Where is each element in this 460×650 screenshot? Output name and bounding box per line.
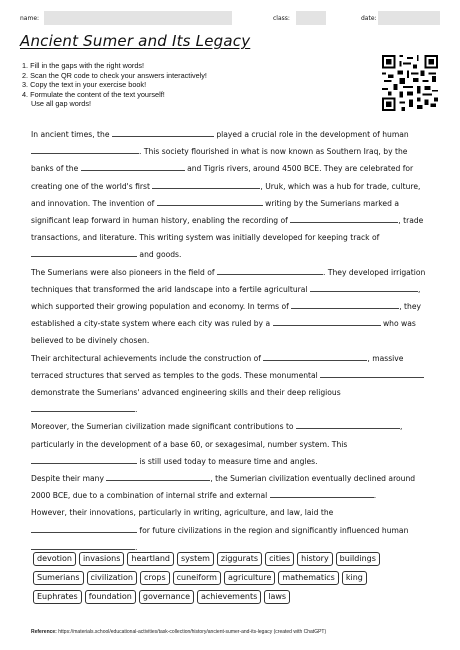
word-chip[interactable]: crops [140, 571, 170, 585]
word-chip[interactable]: ziggurats [217, 552, 262, 566]
paragraph-6 [31, 504, 431, 556]
text-segment: Despite their many [31, 474, 104, 484]
word-chip[interactable]: mathematics [278, 571, 338, 585]
word-chip[interactable]: Sumerians [33, 571, 84, 585]
instruction-4: 4. Formulate the content of the text yourself! [22, 89, 165, 99]
word-bank-row [33, 590, 433, 604]
text-segment: . [373, 491, 377, 501]
word-chip[interactable]: history [297, 552, 333, 566]
paragraph-2 [31, 264, 431, 350]
word-chip[interactable]: king [342, 571, 367, 585]
text-segment: . They developed irrigation techniques that transformed the arid landscape into a fertile agricultural [31, 267, 426, 294]
name-field[interactable] [44, 11, 232, 25]
instructions [22, 61, 207, 109]
paragraph-3 [31, 350, 431, 419]
word-chip[interactable]: system [177, 552, 214, 566]
word-chip[interactable]: foundation [85, 590, 136, 604]
reference-link[interactable]: https://materials.school/educational-activities/task-collection/history/ancient-sumer-and-its-legacy (created with ChatGPT) [58, 629, 327, 635]
gap-field[interactable] [273, 317, 381, 326]
word-chip[interactable]: devotion [33, 552, 76, 566]
text-segment: , Uruk, which was a hub for trade, culture, and innovation. The invention of [31, 181, 421, 208]
qr-code-icon[interactable] [382, 55, 438, 111]
page-title: Ancient Sumer and Its Legacy [20, 32, 251, 50]
gap-field[interactable] [31, 455, 137, 464]
text-segment: . [135, 542, 138, 552]
gap-field[interactable] [106, 472, 210, 481]
date-label: date: [361, 15, 377, 22]
paragraph-4 [31, 418, 431, 470]
word-bank-row [33, 552, 433, 566]
gap-field[interactable] [81, 162, 185, 171]
reference-note [31, 629, 326, 635]
gap-field[interactable] [31, 145, 139, 154]
date-field[interactable] [378, 11, 440, 25]
word-chip[interactable]: invasions [79, 552, 124, 566]
gap-field[interactable] [310, 283, 418, 292]
text-segment: , massive terraced structures that served as temples to the gods. These monumental [31, 353, 404, 380]
text-segment: played a crucial role in the development of human [216, 130, 409, 139]
text-segment: However, their innovations, particularly in writing, agriculture, and law, laid the [31, 508, 334, 518]
text-segment: , which supported their growing population and economy. In terms of [31, 284, 421, 312]
text-segment: , trade transactions, and literature. This writing system was initially developed for keeping track of [31, 216, 424, 243]
gap-field[interactable] [31, 248, 137, 257]
text-segment: who was believed to be divinely chosen. [31, 319, 416, 346]
instruction-3: 3. Copy the text in your exercise book! [22, 80, 147, 90]
word-chip[interactable]: agriculture [224, 571, 275, 585]
text-segment: , the Sumerian civilization eventually declined around 2000 BCE, due to a combination of internal strife and external [31, 474, 416, 501]
text-segment: , particularly in the development of a base 60, or sexagesimal, number system. This [31, 422, 403, 449]
text-segment: The Sumerians were also pioneers in the field of [31, 267, 215, 277]
text-segment: for future civilizations in the region and significantly influenced human [139, 525, 409, 535]
word-chip[interactable]: achievements [197, 590, 261, 604]
word-chip[interactable]: heartland [127, 552, 174, 566]
gap-field[interactable] [270, 489, 377, 501]
text-segment: writing by the Sumerians marked a significant leap forward in human history, enabling the recording of [31, 198, 399, 226]
gap-field[interactable] [31, 524, 137, 533]
gap-field[interactable] [152, 180, 260, 189]
word-bank [33, 552, 433, 609]
word-chip[interactable]: buildings [336, 552, 380, 566]
gap-field[interactable] [263, 352, 367, 361]
text-segment: and Tigris rivers, around 4500 BCE. They are celebrated for creating one of the world's first [31, 164, 414, 191]
instruction-4-note: Use all gap words! [31, 99, 92, 109]
text-segment: . [135, 405, 138, 415]
gap-field[interactable] [217, 266, 323, 275]
word-chip[interactable]: governance [139, 590, 194, 604]
word-bank-row [33, 571, 433, 585]
word-chip[interactable]: laws [264, 590, 290, 604]
text-segment: Their architectural achievements include the construction of [31, 353, 261, 363]
word-chip[interactable]: cities [265, 552, 294, 566]
gap-field[interactable] [157, 197, 263, 206]
gap-field[interactable] [291, 300, 399, 309]
gap-field[interactable] [320, 369, 424, 378]
worksheet-header [20, 11, 440, 27]
word-chip[interactable]: Euphrates [33, 590, 82, 604]
text-segment: In ancient times, the [31, 130, 110, 139]
instruction-1: 1. Fill in the gaps with the right words! [22, 61, 145, 70]
text-segment: and goods. [139, 250, 182, 260]
paragraph-5 [31, 470, 431, 504]
instruction-2: 2. Scan the QR code to check your answers interactively! [22, 70, 207, 80]
name-label: name: [20, 15, 40, 22]
text-segment: . This society flourished in what is now known as Southern Iraq, by the banks of the [31, 147, 408, 174]
gap-field[interactable] [31, 541, 138, 552]
word-chip[interactable]: cuneiform [173, 571, 221, 585]
text-segment: demonstrate the Sumerians' advanced engineering skills and their deep religious [31, 388, 341, 398]
paragraph-1 [31, 126, 431, 264]
gap-field[interactable] [31, 403, 138, 415]
word-chip[interactable]: civilization [87, 571, 137, 585]
reference-label: Reference: [31, 629, 57, 635]
text-segment: , they established a city-state system where each city was ruled by a [31, 302, 422, 329]
gap-field[interactable] [112, 128, 214, 137]
class-field[interactable] [296, 11, 326, 25]
gap-field[interactable] [290, 214, 398, 223]
gap-field[interactable] [296, 420, 400, 429]
text-segment: Moreover, the Sumerian civilization made significant contributions to [31, 422, 294, 432]
text-segment: is still used today to measure time and angles. [139, 456, 318, 466]
gap-text [31, 126, 431, 556]
class-label: class: [273, 15, 290, 22]
